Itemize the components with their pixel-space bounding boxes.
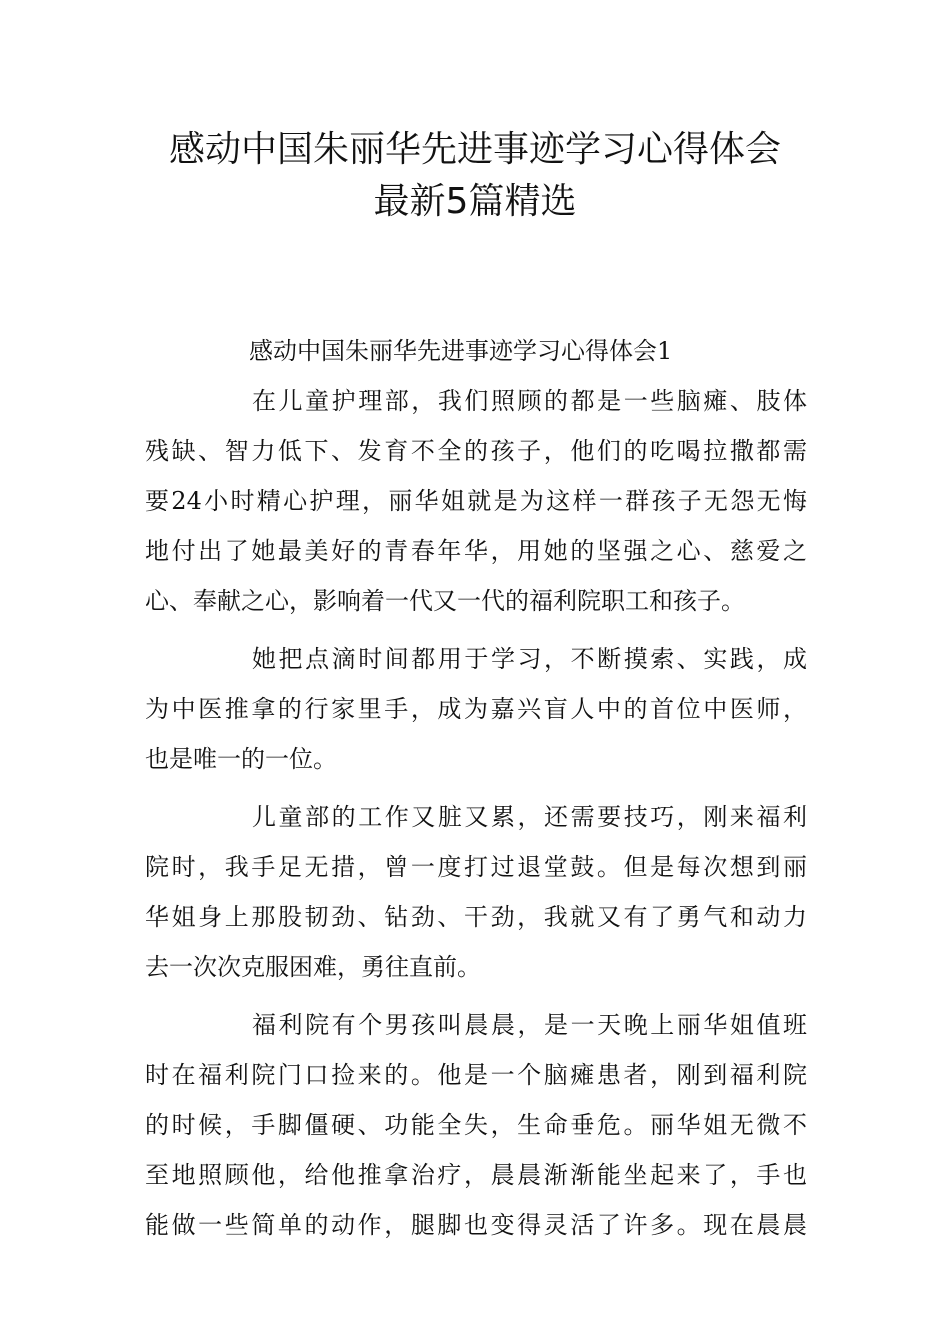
paragraph-line: 能做一些简单的动作，腿脚也变得灵活了许多。现在晨晨 [145, 1211, 807, 1239]
title-line: 最新5篇精选 [373, 181, 577, 222]
paragraph-line: 要24小时精心护理，丽华姐就是为这样一群孩子无怨无悔 [145, 487, 807, 515]
paragraph-line: 残缺、智力低下、发育不全的孩子，他们的吃喝拉撒都需 [145, 437, 807, 465]
document-body [145, 328, 807, 1250]
paragraph-line: 心、奉献之心，影响着一代又一代的福利院职工和孩子。 [145, 587, 745, 615]
paragraph-line: 时在福利院门口捡来的。他是一个脑瘫患者，刚到福利院 [145, 1061, 807, 1089]
paragraph-line: 的时候，手脚僵硬、功能全失，生命垂危。丽华姐无微不 [145, 1111, 807, 1139]
paragraph [145, 634, 807, 784]
paragraph-line: 儿童部的工作又脏又累，还需要技巧，刚来福利 [252, 803, 807, 831]
paragraph-line: 她把点滴时间都用于学习，不断摸索、实践，成 [252, 645, 807, 673]
section-heading: 感动中国朱丽华先进事迹学习心得体会1 [249, 337, 673, 365]
paragraph-line: 去一次次克服困难，勇往直前。 [145, 953, 481, 981]
paragraph-line: 华姐身上那股韧劲、钻劲、干劲，我就又有了勇气和动力 [145, 903, 807, 931]
paragraph [145, 1000, 807, 1250]
paragraph-line: 福利院有个男孩叫晨晨，是一天晚上丽华姐值班 [252, 1011, 807, 1039]
paragraph [145, 376, 807, 626]
paragraph-line: 也是唯一的一位。 [145, 745, 337, 773]
paragraph [145, 792, 807, 992]
paragraph-line: 地付出了她最美好的青春年华，用她的坚强之心、慈爱之 [145, 537, 807, 565]
title-line: 感动中国朱丽华先进事迹学习心得体会 [168, 129, 781, 170]
paragraph-line: 至地照顾他，给他推拿治疗，晨晨渐渐能坐起来了，手也 [145, 1161, 807, 1189]
paragraph-line: 在儿童护理部，我们照顾的都是一些脑瘫、肢体 [252, 387, 807, 415]
paragraph-line: 院时，我手足无措，曾一度打过退堂鼓。但是每次想到丽 [145, 853, 807, 881]
document-title [100, 124, 850, 228]
paragraph-line: 为中医推拿的行家里手，成为嘉兴盲人中的首位中医师， [145, 695, 807, 723]
